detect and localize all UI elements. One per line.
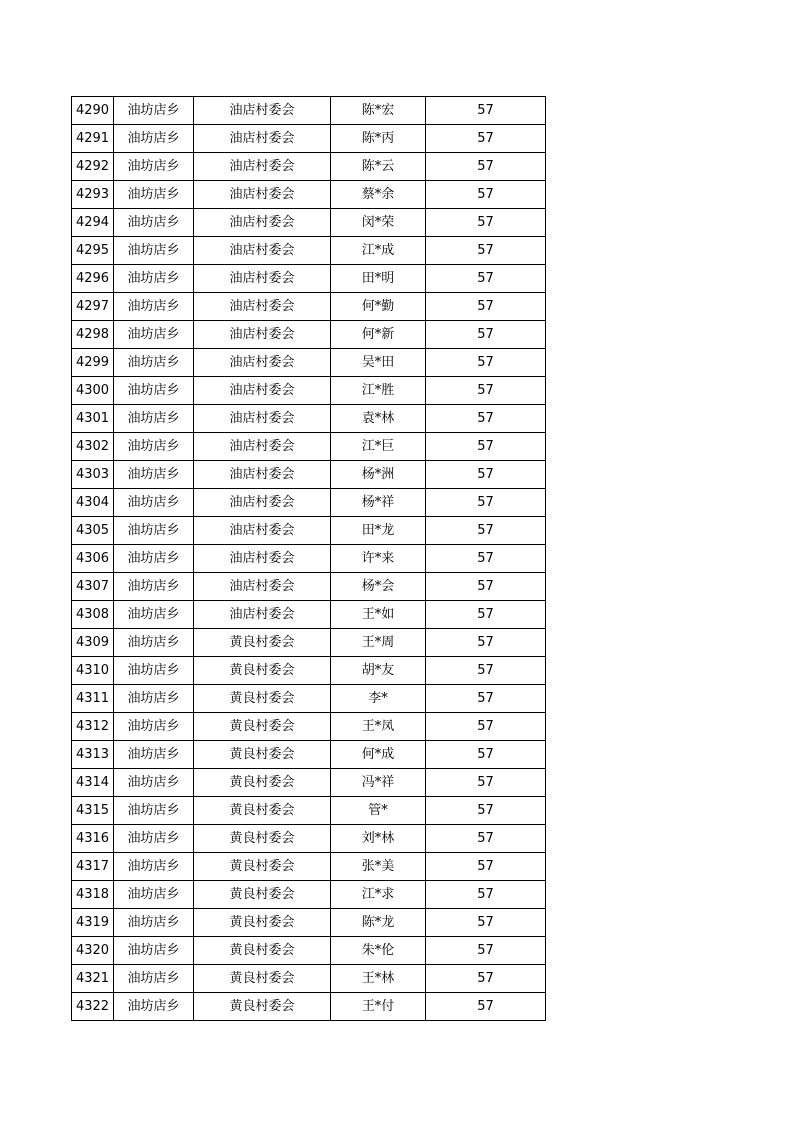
amount-cell: 57 bbox=[426, 237, 546, 265]
row-number-cell: 4304 bbox=[72, 489, 114, 517]
village-cell: 黄良村委会 bbox=[194, 769, 331, 797]
table-row bbox=[72, 797, 546, 825]
table-row bbox=[72, 937, 546, 965]
amount-cell: 57 bbox=[426, 545, 546, 573]
row-number-cell: 4299 bbox=[72, 349, 114, 377]
person-name-cell: 何*成 bbox=[331, 741, 426, 769]
township-cell: 油坊店乡 bbox=[114, 125, 194, 153]
row-number-cell: 4303 bbox=[72, 461, 114, 489]
roster-table-body bbox=[72, 97, 546, 1021]
table-row bbox=[72, 573, 546, 601]
village-cell: 油店村委会 bbox=[194, 517, 331, 545]
amount-cell: 57 bbox=[426, 741, 546, 769]
township-cell: 油坊店乡 bbox=[114, 573, 194, 601]
person-name-cell: 许*来 bbox=[331, 545, 426, 573]
table-row bbox=[72, 125, 546, 153]
village-cell: 油店村委会 bbox=[194, 237, 331, 265]
person-name-cell: 杨*祥 bbox=[331, 489, 426, 517]
township-cell: 油坊店乡 bbox=[114, 909, 194, 937]
township-cell: 油坊店乡 bbox=[114, 377, 194, 405]
township-cell: 油坊店乡 bbox=[114, 825, 194, 853]
person-name-cell: 陈*宏 bbox=[331, 97, 426, 125]
village-cell: 黄良村委会 bbox=[194, 937, 331, 965]
table-row bbox=[72, 181, 546, 209]
township-cell: 油坊店乡 bbox=[114, 153, 194, 181]
row-number-cell: 4294 bbox=[72, 209, 114, 237]
amount-cell: 57 bbox=[426, 517, 546, 545]
village-cell: 油店村委会 bbox=[194, 97, 331, 125]
village-cell: 黄良村委会 bbox=[194, 657, 331, 685]
village-cell: 油店村委会 bbox=[194, 293, 331, 321]
amount-cell: 57 bbox=[426, 349, 546, 377]
table-row bbox=[72, 713, 546, 741]
table-row bbox=[72, 601, 546, 629]
table-row bbox=[72, 965, 546, 993]
amount-cell: 57 bbox=[426, 265, 546, 293]
township-cell: 油坊店乡 bbox=[114, 741, 194, 769]
person-name-cell: 李* bbox=[331, 685, 426, 713]
table-row bbox=[72, 825, 546, 853]
row-number-cell: 4316 bbox=[72, 825, 114, 853]
person-name-cell: 陈*龙 bbox=[331, 909, 426, 937]
amount-cell: 57 bbox=[426, 881, 546, 909]
table-row bbox=[72, 405, 546, 433]
person-name-cell: 蔡*余 bbox=[331, 181, 426, 209]
township-cell: 油坊店乡 bbox=[114, 853, 194, 881]
person-name-cell: 田*明 bbox=[331, 265, 426, 293]
amount-cell: 57 bbox=[426, 461, 546, 489]
village-cell: 油店村委会 bbox=[194, 461, 331, 489]
amount-cell: 57 bbox=[426, 713, 546, 741]
township-cell: 油坊店乡 bbox=[114, 349, 194, 377]
person-name-cell: 王*凤 bbox=[331, 713, 426, 741]
table-row bbox=[72, 993, 546, 1021]
village-cell: 油店村委会 bbox=[194, 545, 331, 573]
amount-cell: 57 bbox=[426, 629, 546, 657]
amount-cell: 57 bbox=[426, 601, 546, 629]
person-name-cell: 朱*伦 bbox=[331, 937, 426, 965]
amount-cell: 57 bbox=[426, 573, 546, 601]
person-name-cell: 吴*田 bbox=[331, 349, 426, 377]
village-cell: 黄良村委会 bbox=[194, 909, 331, 937]
table-row bbox=[72, 881, 546, 909]
village-cell: 黄良村委会 bbox=[194, 797, 331, 825]
row-number-cell: 4306 bbox=[72, 545, 114, 573]
table-row bbox=[72, 433, 546, 461]
village-cell: 油店村委会 bbox=[194, 209, 331, 237]
row-number-cell: 4301 bbox=[72, 405, 114, 433]
amount-cell: 57 bbox=[426, 685, 546, 713]
township-cell: 油坊店乡 bbox=[114, 181, 194, 209]
amount-cell: 57 bbox=[426, 489, 546, 517]
person-name-cell: 何*勤 bbox=[331, 293, 426, 321]
person-name-cell: 闵*荣 bbox=[331, 209, 426, 237]
township-cell: 油坊店乡 bbox=[114, 321, 194, 349]
table-row bbox=[72, 629, 546, 657]
row-number-cell: 4312 bbox=[72, 713, 114, 741]
table-row bbox=[72, 741, 546, 769]
row-number-cell: 4322 bbox=[72, 993, 114, 1021]
village-cell: 油店村委会 bbox=[194, 377, 331, 405]
row-number-cell: 4297 bbox=[72, 293, 114, 321]
row-number-cell: 4313 bbox=[72, 741, 114, 769]
table-row bbox=[72, 237, 546, 265]
table-row bbox=[72, 685, 546, 713]
township-cell: 油坊店乡 bbox=[114, 657, 194, 685]
township-cell: 油坊店乡 bbox=[114, 489, 194, 517]
person-name-cell: 管* bbox=[331, 797, 426, 825]
village-cell: 油店村委会 bbox=[194, 489, 331, 517]
person-name-cell: 王*付 bbox=[331, 993, 426, 1021]
person-name-cell: 冯*祥 bbox=[331, 769, 426, 797]
person-name-cell: 田*龙 bbox=[331, 517, 426, 545]
row-number-cell: 4290 bbox=[72, 97, 114, 125]
row-number-cell: 4309 bbox=[72, 629, 114, 657]
amount-cell: 57 bbox=[426, 433, 546, 461]
row-number-cell: 4292 bbox=[72, 153, 114, 181]
person-name-cell: 刘*林 bbox=[331, 825, 426, 853]
table-row bbox=[72, 349, 546, 377]
amount-cell: 57 bbox=[426, 405, 546, 433]
amount-cell: 57 bbox=[426, 825, 546, 853]
township-cell: 油坊店乡 bbox=[114, 97, 194, 125]
person-name-cell: 张*美 bbox=[331, 853, 426, 881]
person-name-cell: 陈*云 bbox=[331, 153, 426, 181]
row-number-cell: 4319 bbox=[72, 909, 114, 937]
amount-cell: 57 bbox=[426, 797, 546, 825]
person-name-cell: 胡*友 bbox=[331, 657, 426, 685]
township-cell: 油坊店乡 bbox=[114, 881, 194, 909]
row-number-cell: 4317 bbox=[72, 853, 114, 881]
row-number-cell: 4296 bbox=[72, 265, 114, 293]
person-name-cell: 江*求 bbox=[331, 881, 426, 909]
amount-cell: 57 bbox=[426, 125, 546, 153]
village-cell: 油店村委会 bbox=[194, 405, 331, 433]
row-number-cell: 4298 bbox=[72, 321, 114, 349]
village-cell: 黄良村委会 bbox=[194, 713, 331, 741]
amount-cell: 57 bbox=[426, 909, 546, 937]
row-number-cell: 4321 bbox=[72, 965, 114, 993]
amount-cell: 57 bbox=[426, 181, 546, 209]
row-number-cell: 4295 bbox=[72, 237, 114, 265]
village-cell: 油店村委会 bbox=[194, 573, 331, 601]
amount-cell: 57 bbox=[426, 97, 546, 125]
person-name-cell: 袁*林 bbox=[331, 405, 426, 433]
person-name-cell: 王*如 bbox=[331, 601, 426, 629]
row-number-cell: 4308 bbox=[72, 601, 114, 629]
row-number-cell: 4305 bbox=[72, 517, 114, 545]
table-row bbox=[72, 209, 546, 237]
township-cell: 油坊店乡 bbox=[114, 517, 194, 545]
table-row bbox=[72, 153, 546, 181]
amount-cell: 57 bbox=[426, 153, 546, 181]
person-name-cell: 杨*会 bbox=[331, 573, 426, 601]
table-row bbox=[72, 265, 546, 293]
row-number-cell: 4291 bbox=[72, 125, 114, 153]
table-row bbox=[72, 461, 546, 489]
table-row bbox=[72, 853, 546, 881]
village-cell: 油店村委会 bbox=[194, 153, 331, 181]
village-cell: 黄良村委会 bbox=[194, 993, 331, 1021]
row-number-cell: 4310 bbox=[72, 657, 114, 685]
row-number-cell: 4293 bbox=[72, 181, 114, 209]
person-name-cell: 杨*洲 bbox=[331, 461, 426, 489]
township-cell: 油坊店乡 bbox=[114, 265, 194, 293]
table-row bbox=[72, 97, 546, 125]
amount-cell: 57 bbox=[426, 853, 546, 881]
row-number-cell: 4314 bbox=[72, 769, 114, 797]
village-cell: 黄良村委会 bbox=[194, 881, 331, 909]
row-number-cell: 4318 bbox=[72, 881, 114, 909]
township-cell: 油坊店乡 bbox=[114, 293, 194, 321]
amount-cell: 57 bbox=[426, 377, 546, 405]
village-cell: 黄良村委会 bbox=[194, 853, 331, 881]
township-cell: 油坊店乡 bbox=[114, 629, 194, 657]
table-row bbox=[72, 517, 546, 545]
table-row bbox=[72, 489, 546, 517]
row-number-cell: 4320 bbox=[72, 937, 114, 965]
village-cell: 黄良村委会 bbox=[194, 965, 331, 993]
village-cell: 油店村委会 bbox=[194, 181, 331, 209]
person-name-cell: 王*林 bbox=[331, 965, 426, 993]
village-cell: 油店村委会 bbox=[194, 349, 331, 377]
township-cell: 油坊店乡 bbox=[114, 461, 194, 489]
row-number-cell: 4311 bbox=[72, 685, 114, 713]
village-cell: 油店村委会 bbox=[194, 433, 331, 461]
township-cell: 油坊店乡 bbox=[114, 601, 194, 629]
person-name-cell: 陈*丙 bbox=[331, 125, 426, 153]
village-cell: 油店村委会 bbox=[194, 265, 331, 293]
table-row bbox=[72, 769, 546, 797]
person-name-cell: 江*成 bbox=[331, 237, 426, 265]
table-row bbox=[72, 657, 546, 685]
township-cell: 油坊店乡 bbox=[114, 797, 194, 825]
township-cell: 油坊店乡 bbox=[114, 545, 194, 573]
township-cell: 油坊店乡 bbox=[114, 937, 194, 965]
table-row bbox=[72, 377, 546, 405]
table-row bbox=[72, 545, 546, 573]
township-cell: 油坊店乡 bbox=[114, 237, 194, 265]
person-name-cell: 何*新 bbox=[331, 321, 426, 349]
amount-cell: 57 bbox=[426, 937, 546, 965]
amount-cell: 57 bbox=[426, 321, 546, 349]
amount-cell: 57 bbox=[426, 657, 546, 685]
amount-cell: 57 bbox=[426, 965, 546, 993]
village-cell: 黄良村委会 bbox=[194, 741, 331, 769]
row-number-cell: 4307 bbox=[72, 573, 114, 601]
village-cell: 黄良村委会 bbox=[194, 629, 331, 657]
table-row bbox=[72, 909, 546, 937]
table-row bbox=[72, 293, 546, 321]
row-number-cell: 4315 bbox=[72, 797, 114, 825]
village-cell: 油店村委会 bbox=[194, 601, 331, 629]
person-name-cell: 江*胜 bbox=[331, 377, 426, 405]
amount-cell: 57 bbox=[426, 293, 546, 321]
roster-table bbox=[71, 96, 546, 1021]
village-cell: 油店村委会 bbox=[194, 125, 331, 153]
village-cell: 黄良村委会 bbox=[194, 825, 331, 853]
amount-cell: 57 bbox=[426, 769, 546, 797]
village-cell: 油店村委会 bbox=[194, 321, 331, 349]
person-name-cell: 王*周 bbox=[331, 629, 426, 657]
township-cell: 油坊店乡 bbox=[114, 433, 194, 461]
township-cell: 油坊店乡 bbox=[114, 965, 194, 993]
township-cell: 油坊店乡 bbox=[114, 685, 194, 713]
township-cell: 油坊店乡 bbox=[114, 713, 194, 741]
table-row bbox=[72, 321, 546, 349]
row-number-cell: 4302 bbox=[72, 433, 114, 461]
township-cell: 油坊店乡 bbox=[114, 405, 194, 433]
person-name-cell: 江*巨 bbox=[331, 433, 426, 461]
township-cell: 油坊店乡 bbox=[114, 993, 194, 1021]
village-cell: 黄良村委会 bbox=[194, 685, 331, 713]
township-cell: 油坊店乡 bbox=[114, 209, 194, 237]
row-number-cell: 4300 bbox=[72, 377, 114, 405]
amount-cell: 57 bbox=[426, 993, 546, 1021]
township-cell: 油坊店乡 bbox=[114, 769, 194, 797]
amount-cell: 57 bbox=[426, 209, 546, 237]
